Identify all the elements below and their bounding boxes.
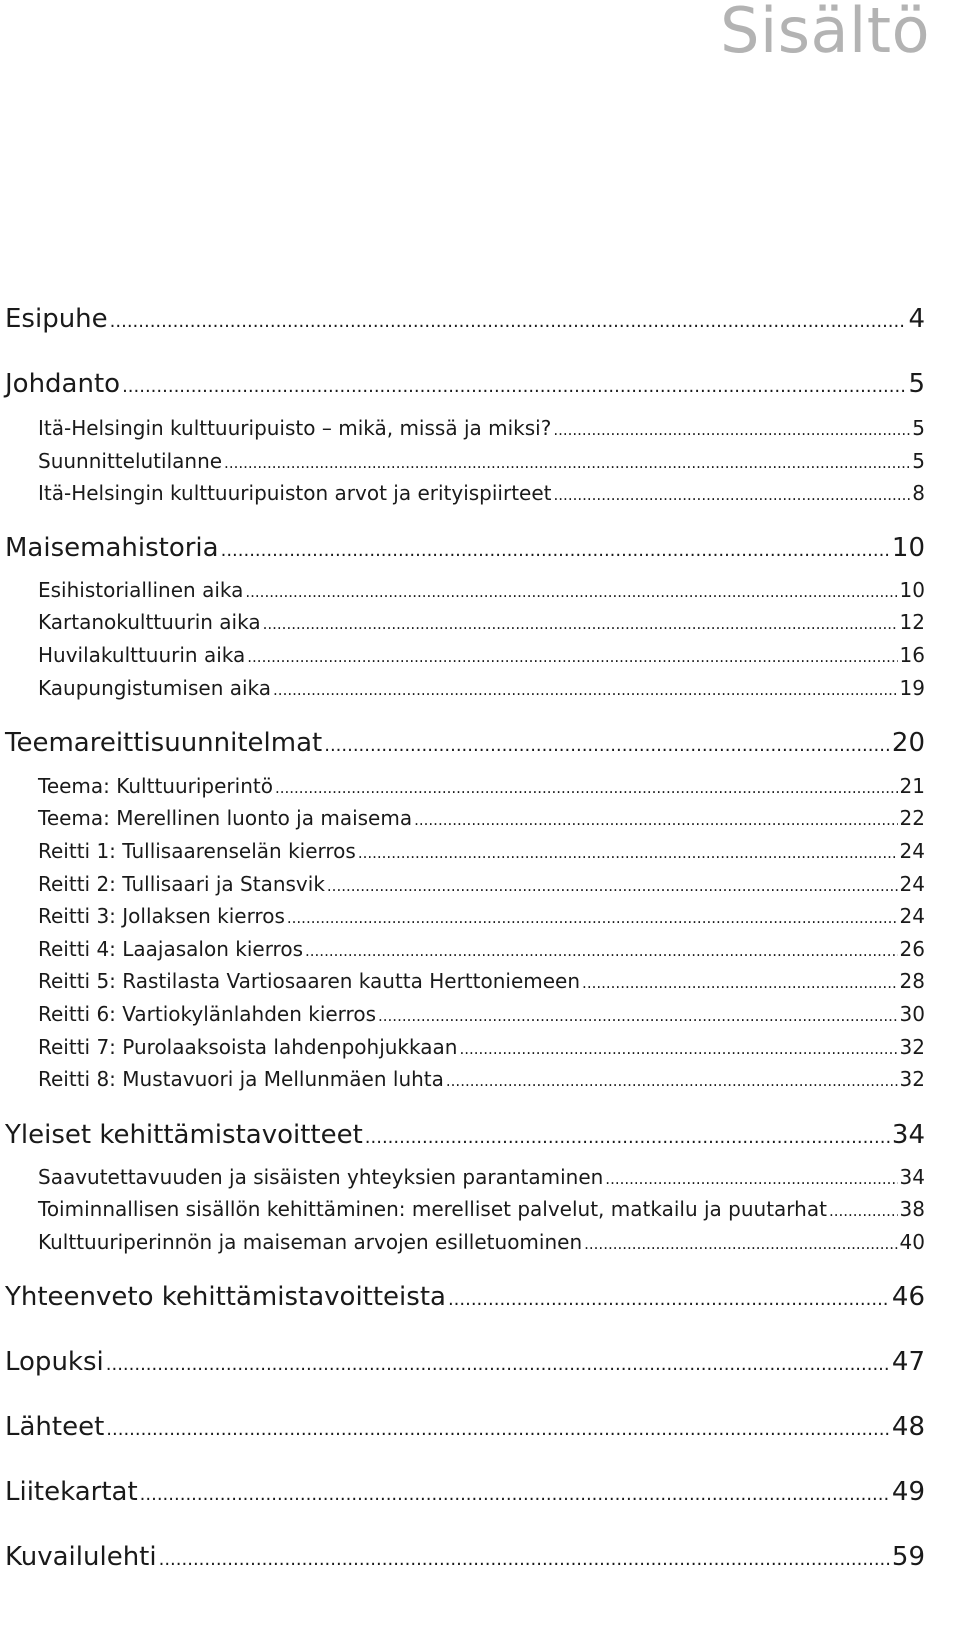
dot-leader	[414, 808, 897, 832]
toc-entry-label: Maisemahistoria	[5, 533, 219, 563]
toc-entry-label: Teemareittisuunnitelmat	[5, 728, 323, 758]
toc-entry-page: 34	[891, 1120, 925, 1150]
toc-entry[interactable]	[38, 969, 925, 995]
dot-leader	[446, 1069, 898, 1093]
dot-leader	[245, 580, 897, 604]
toc-entry-page: 28	[899, 969, 925, 993]
toc-entry-page: 10	[899, 578, 925, 602]
toc-entry[interactable]	[38, 904, 925, 930]
toc-entry-label: Kartanokulttuurin aika	[38, 610, 261, 634]
toc-entry[interactable]	[38, 872, 925, 898]
toc-entry-page: 24	[899, 839, 925, 863]
toc-entry-label: Suunnittelutilanne	[38, 449, 223, 473]
toc-entry[interactable]	[38, 774, 925, 800]
toc-entry-page: 5	[912, 449, 925, 473]
dot-leader	[140, 1480, 890, 1510]
toc-entry-page: 34	[899, 1165, 925, 1189]
toc-entry-page: 59	[891, 1542, 925, 1572]
toc-entry[interactable]	[38, 1002, 925, 1028]
toc-entry[interactable]	[38, 839, 925, 865]
dot-leader	[287, 906, 898, 930]
toc-entry-label: Reitti 4: Laajasalon kierros	[38, 937, 303, 961]
toc-entry[interactable]	[38, 643, 925, 669]
dot-leader	[459, 1037, 897, 1061]
toc-entry-label: Liitekartat	[5, 1477, 138, 1507]
toc-entry-label: Reitti 8: Mustavuori ja Mellunmäen luhta	[38, 1067, 444, 1091]
toc-entry[interactable]	[38, 1230, 925, 1256]
toc-entry[interactable]	[38, 481, 925, 507]
toc-entry[interactable]	[5, 1347, 925, 1380]
dot-leader	[378, 1004, 898, 1028]
dot-leader	[273, 678, 898, 702]
toc-entry-page: 30	[899, 1002, 925, 1026]
toc-entry[interactable]	[5, 728, 925, 761]
dot-leader	[106, 1415, 890, 1445]
toc-entry-label: Yhteenveto kehittämistavoitteista	[5, 1282, 446, 1312]
toc-entry[interactable]	[38, 578, 925, 604]
dot-leader	[106, 1350, 890, 1380]
toc-entry[interactable]	[38, 1067, 925, 1093]
toc-entry-label: Reitti 7: Purolaaksoista lahdenpohjukkaan	[38, 1035, 458, 1059]
toc-entry-label: Itä-Helsingin kulttuuripuisto – mikä, missä ja miksi?	[38, 416, 552, 440]
toc-entry-page: 4	[908, 304, 925, 334]
dot-leader	[365, 1123, 890, 1153]
toc-entry-label: Reitti 1: Tullisaarenselän kierros	[38, 839, 356, 863]
toc-entry-label: Itä-Helsingin kulttuuripuiston arvot ja erityispiirteet	[38, 481, 552, 505]
toc-entry[interactable]	[5, 1120, 925, 1153]
toc-entry-label: Reitti 5: Rastilasta Vartiosaaren kautta Herttoniemeen	[38, 969, 581, 993]
toc-entry-page: 21	[899, 774, 925, 798]
toc-entry-page: 40	[899, 1230, 925, 1254]
toc-entry-label: Reitti 2: Tullisaari ja Stansvik	[38, 872, 325, 896]
toc-entry-page: 32	[899, 1067, 925, 1091]
dot-leader	[584, 1232, 897, 1256]
dot-leader	[605, 1167, 897, 1191]
dot-leader	[263, 612, 898, 636]
toc-entry-page: 10	[891, 533, 925, 563]
toc-entry-label: Reitti 3: Jollaksen kierros	[38, 904, 285, 928]
dot-leader	[159, 1545, 890, 1575]
page-title: Sisältö	[720, 0, 930, 67]
toc-entry-page: 47	[891, 1347, 925, 1377]
dot-leader	[554, 483, 911, 507]
toc-entry[interactable]	[5, 1412, 925, 1445]
dot-leader	[829, 1199, 898, 1223]
toc-entry[interactable]	[38, 937, 925, 963]
toc-entry[interactable]	[38, 1035, 925, 1061]
toc-entry-page: 32	[899, 1035, 925, 1059]
toc-entry[interactable]	[38, 610, 925, 636]
toc-entry-label: Teema: Merellinen luonto ja maisema	[38, 806, 413, 830]
toc-entry-label: Esipuhe	[5, 304, 108, 334]
toc-entry-label: Huvilakulttuurin aika	[38, 643, 246, 667]
toc-entry[interactable]	[38, 416, 925, 442]
toc-entry-label: Esihistoriallinen aika	[38, 578, 244, 602]
dot-leader	[247, 645, 897, 669]
toc-entry[interactable]	[5, 369, 925, 402]
dot-leader	[448, 1285, 890, 1315]
toc-entry[interactable]	[5, 1282, 925, 1315]
toc-entry-page: 24	[899, 904, 925, 928]
dot-leader	[582, 971, 898, 995]
dot-leader	[358, 841, 898, 865]
dot-leader	[122, 372, 906, 402]
toc-entry[interactable]	[38, 1165, 925, 1191]
toc-entry-label: Lähteet	[5, 1412, 105, 1442]
toc-entry-page: 8	[912, 481, 925, 505]
dot-leader	[553, 418, 910, 442]
dot-leader	[327, 874, 898, 898]
toc-entry-label: Lopuksi	[5, 1347, 104, 1377]
toc-entry-page: 16	[899, 643, 925, 667]
toc-entry[interactable]	[38, 449, 925, 475]
toc-entry[interactable]	[38, 806, 925, 832]
toc-entry[interactable]	[5, 1542, 925, 1575]
toc-entry-page: 46	[891, 1282, 925, 1312]
toc-entry-page: 24	[899, 872, 925, 896]
toc-entry-page: 49	[891, 1477, 925, 1507]
toc-entry-page: 20	[891, 728, 925, 758]
toc-entry-label: Toiminnallisen sisällön kehittäminen: merelliset palvelut, matkailu ja puutarhat	[38, 1197, 827, 1221]
toc-entry-label: Kuvailulehti	[5, 1542, 157, 1572]
toc-entry-page: 19	[899, 676, 925, 700]
toc-entry-page: 22	[899, 806, 925, 830]
toc-entry[interactable]	[5, 533, 925, 566]
dot-leader	[275, 776, 898, 800]
toc-entry-page: 5	[912, 416, 925, 440]
dot-leader	[110, 307, 907, 337]
toc-entry-page: 12	[899, 610, 925, 634]
toc-entry-page: 26	[899, 937, 925, 961]
dot-leader	[324, 731, 890, 761]
toc-entry-page: 48	[891, 1412, 925, 1442]
toc-entry[interactable]	[5, 304, 925, 337]
toc-entry-label: Saavutettavuuden ja sisäisten yhteyksien parantaminen	[38, 1165, 604, 1189]
toc-entry[interactable]	[38, 676, 925, 702]
toc-entry-label: Kaupungistumisen aika	[38, 676, 272, 700]
toc-entry-page: 38	[899, 1197, 925, 1221]
toc-entry-label: Reitti 6: Vartiokylänlahden kierros	[38, 1002, 376, 1026]
dot-leader	[224, 451, 910, 475]
dot-leader	[221, 536, 890, 566]
toc-entry-label: Johdanto	[5, 369, 121, 399]
toc-entry-label: Teema: Kulttuuriperintö	[38, 774, 273, 798]
toc-entry[interactable]	[38, 1197, 925, 1223]
toc-entry-label: Kulttuuriperinnön ja maiseman arvojen esilletuominen	[38, 1230, 583, 1254]
toc-entry[interactable]	[5, 1477, 925, 1510]
toc-entry-page: 5	[908, 369, 925, 399]
dot-leader	[305, 939, 898, 963]
toc-entry-label: Yleiset kehittämistavoitteet	[5, 1120, 363, 1150]
